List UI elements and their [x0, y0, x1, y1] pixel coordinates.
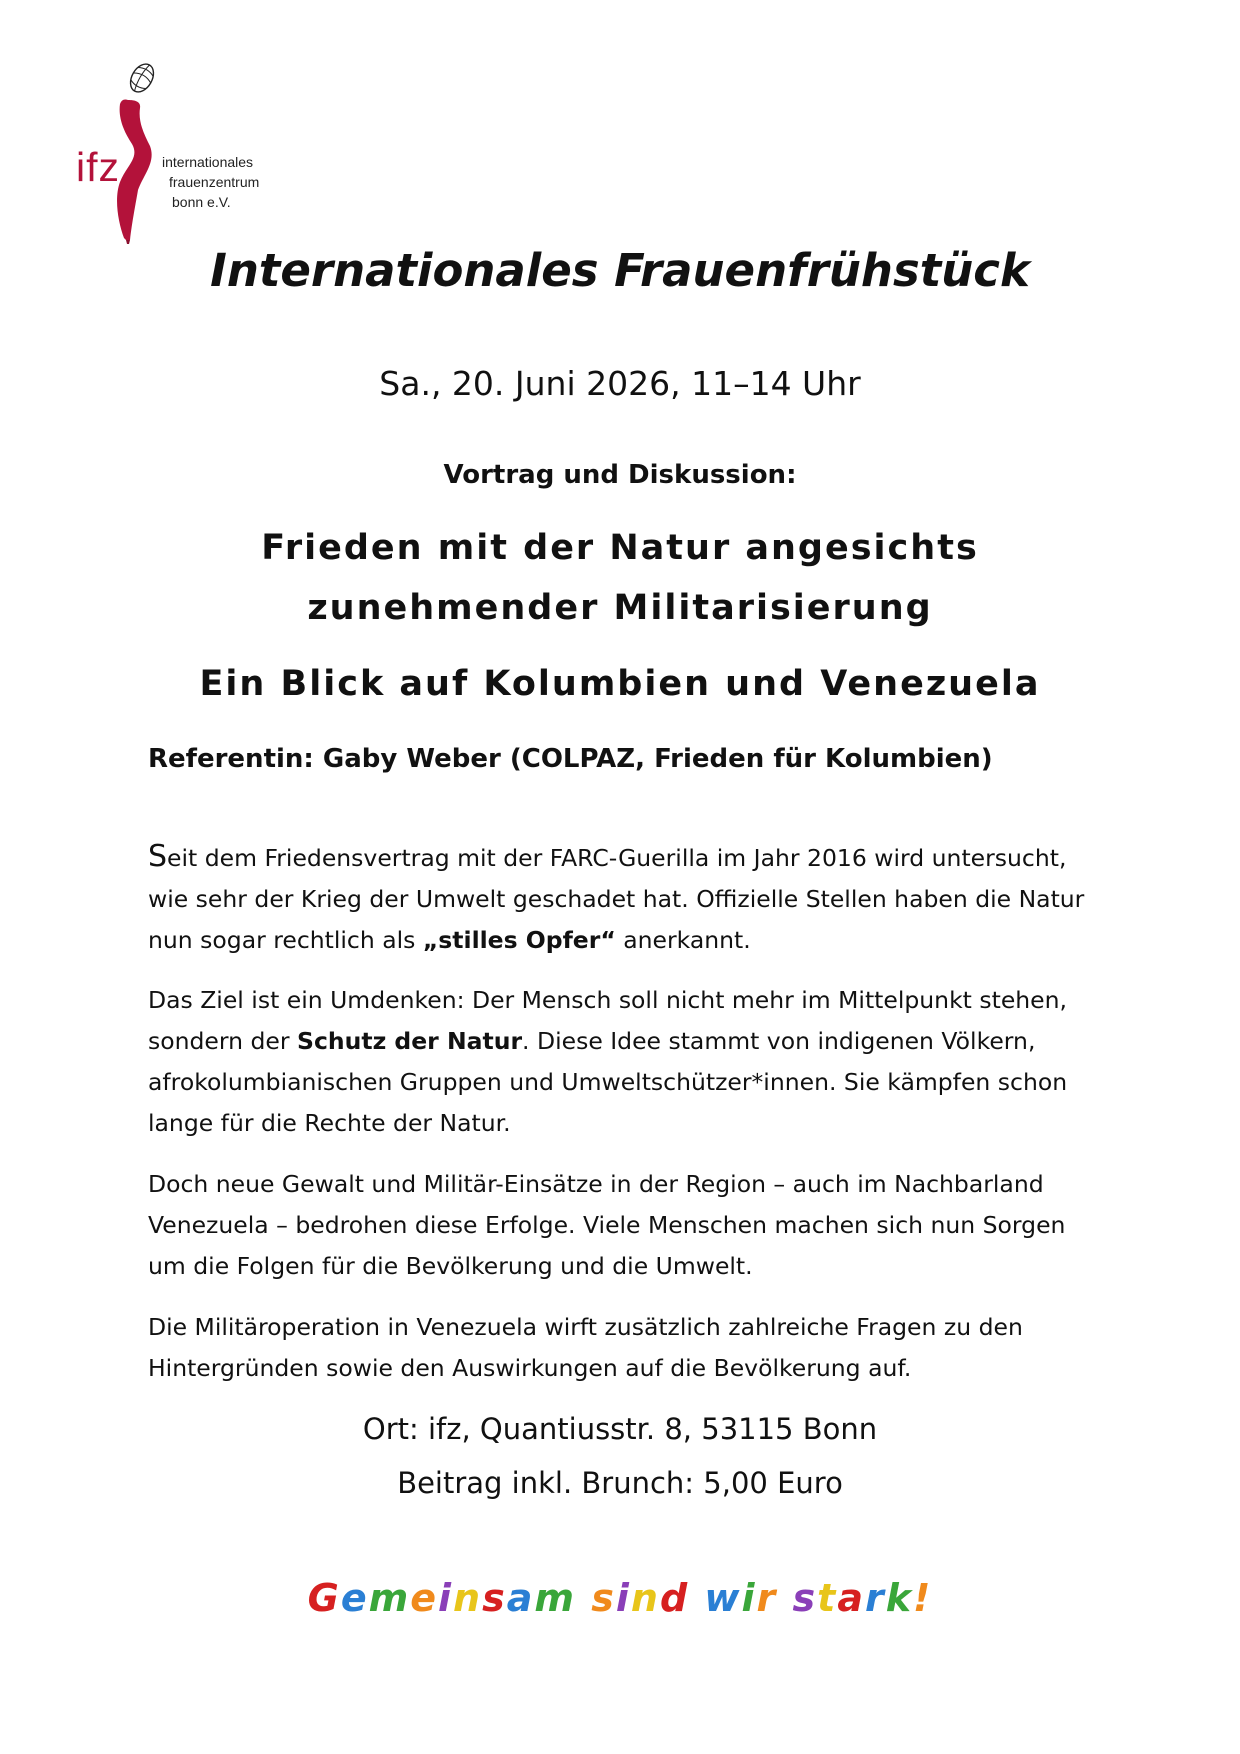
- slogan-word: [704, 1576, 777, 1620]
- paragraph-2-text-a: Das Ziel ist ein Umdenken: Der Mensch soll nicht mehr im Mittelpunkt stehen, sondern der: [148, 986, 1068, 1055]
- slogan-letter: n: [630, 1576, 660, 1620]
- slogan-letter: s: [591, 1576, 616, 1620]
- slogan-letter: k: [885, 1576, 913, 1620]
- paragraph-1-bold: „stilles Opfer“: [422, 926, 616, 954]
- slogan-letter: i: [438, 1576, 454, 1620]
- slogan-letter: n: [453, 1576, 483, 1620]
- topic-line-3: Ein Blick auf Kolumbien und Venezuela: [199, 664, 1041, 704]
- slogan-letter: r: [864, 1576, 886, 1620]
- page-title: Internationales Frauenfrühstück: [210, 244, 1030, 297]
- paragraph-4: Die Militäroperation in Venezuela wirft zusätzlich zahlreiche Fragen zu den Hintergründen sowie den Auswirkungen auf die Bevölkerung auf.: [148, 1313, 1023, 1382]
- event-fee: Beitrag inkl. Brunch: 5,00 Euro: [397, 1466, 843, 1500]
- slogan-letter: a: [837, 1576, 865, 1620]
- slogan-letter: s: [482, 1576, 507, 1620]
- paragraph-2: [148, 980, 1108, 1144]
- logo-line-2: frauenzentrum: [169, 174, 260, 190]
- logo-line-1: internationales: [162, 154, 254, 170]
- slogan-letter: t: [817, 1576, 838, 1620]
- logo-short-name: ifz: [76, 144, 120, 190]
- slogan-word: [308, 1576, 576, 1620]
- slogan-word: [793, 1576, 933, 1620]
- slogan-letter: a: [506, 1576, 535, 1620]
- speaker-line: Referentin: Gaby Weber (COLPAZ, Frieden für Kolumbien): [148, 744, 993, 774]
- paragraph-1-text-a: eit dem Friedensvertrag mit der FARC-Guerilla im Jahr 2016 wird untersucht, wie sehr der Krieg der Umwelt geschadet hat. Offizielle Stellen haben die Natur nun sogar rechtlich als: [148, 844, 1085, 954]
- paragraph-1: [148, 836, 1108, 961]
- ifz-logo: [74, 62, 274, 272]
- paragraph-2-text-b: . Diese Idee stammt von indigenen Völkern, afrokolumbianischen Gruppen und Umweltschützer*innen. Sie kämpfen schon lange für die Rechte der Natur.: [148, 1027, 1068, 1137]
- slogan-word: [591, 1576, 689, 1620]
- slogan-letter: r: [756, 1576, 778, 1620]
- slogan-letter: i: [741, 1576, 757, 1620]
- slogan-letter: s: [792, 1576, 818, 1620]
- slogan-letter: G: [307, 1576, 341, 1620]
- paragraph-1-text-b: anerkannt.: [615, 926, 751, 954]
- initial-letter: S: [148, 839, 168, 874]
- talk-label: Vortrag und Diskussion:: [443, 460, 797, 490]
- slogan-letter: e: [410, 1576, 439, 1620]
- paragraph-3: Doch neue Gewalt und Militär-Einsätze in der Region – auch im Nachbarland Venezuela – bedrohen diese Erfolge. Viele Menschen machen sich nun Sorgen um die Folgen für die Bevölkerung und die Umwelt.: [148, 1170, 1066, 1280]
- slogan-letter: !: [913, 1576, 933, 1620]
- slogan-letter: e: [340, 1576, 369, 1620]
- event-place: Ort: ifz, Quantiusstr. 8, 53115 Bonn: [362, 1412, 878, 1446]
- slogan: [0, 1576, 1240, 1620]
- paragraph-2-bold: Schutz der Natur: [297, 1027, 523, 1055]
- slogan-letter: d: [659, 1576, 690, 1620]
- topic-line-1: Frieden mit der Natur angesichts: [261, 528, 979, 568]
- slogan-letter: m: [368, 1576, 411, 1620]
- slogan-letter: m: [534, 1576, 576, 1620]
- event-date: Sa., 20. Juni 2026, 11–14 Uhr: [379, 364, 861, 403]
- slogan-letter: w: [704, 1576, 742, 1620]
- topic-line-2: zunehmender Militarisierung: [307, 588, 933, 628]
- logo-line-3: bonn e.V.: [172, 194, 231, 210]
- slogan-letter: i: [615, 1576, 631, 1620]
